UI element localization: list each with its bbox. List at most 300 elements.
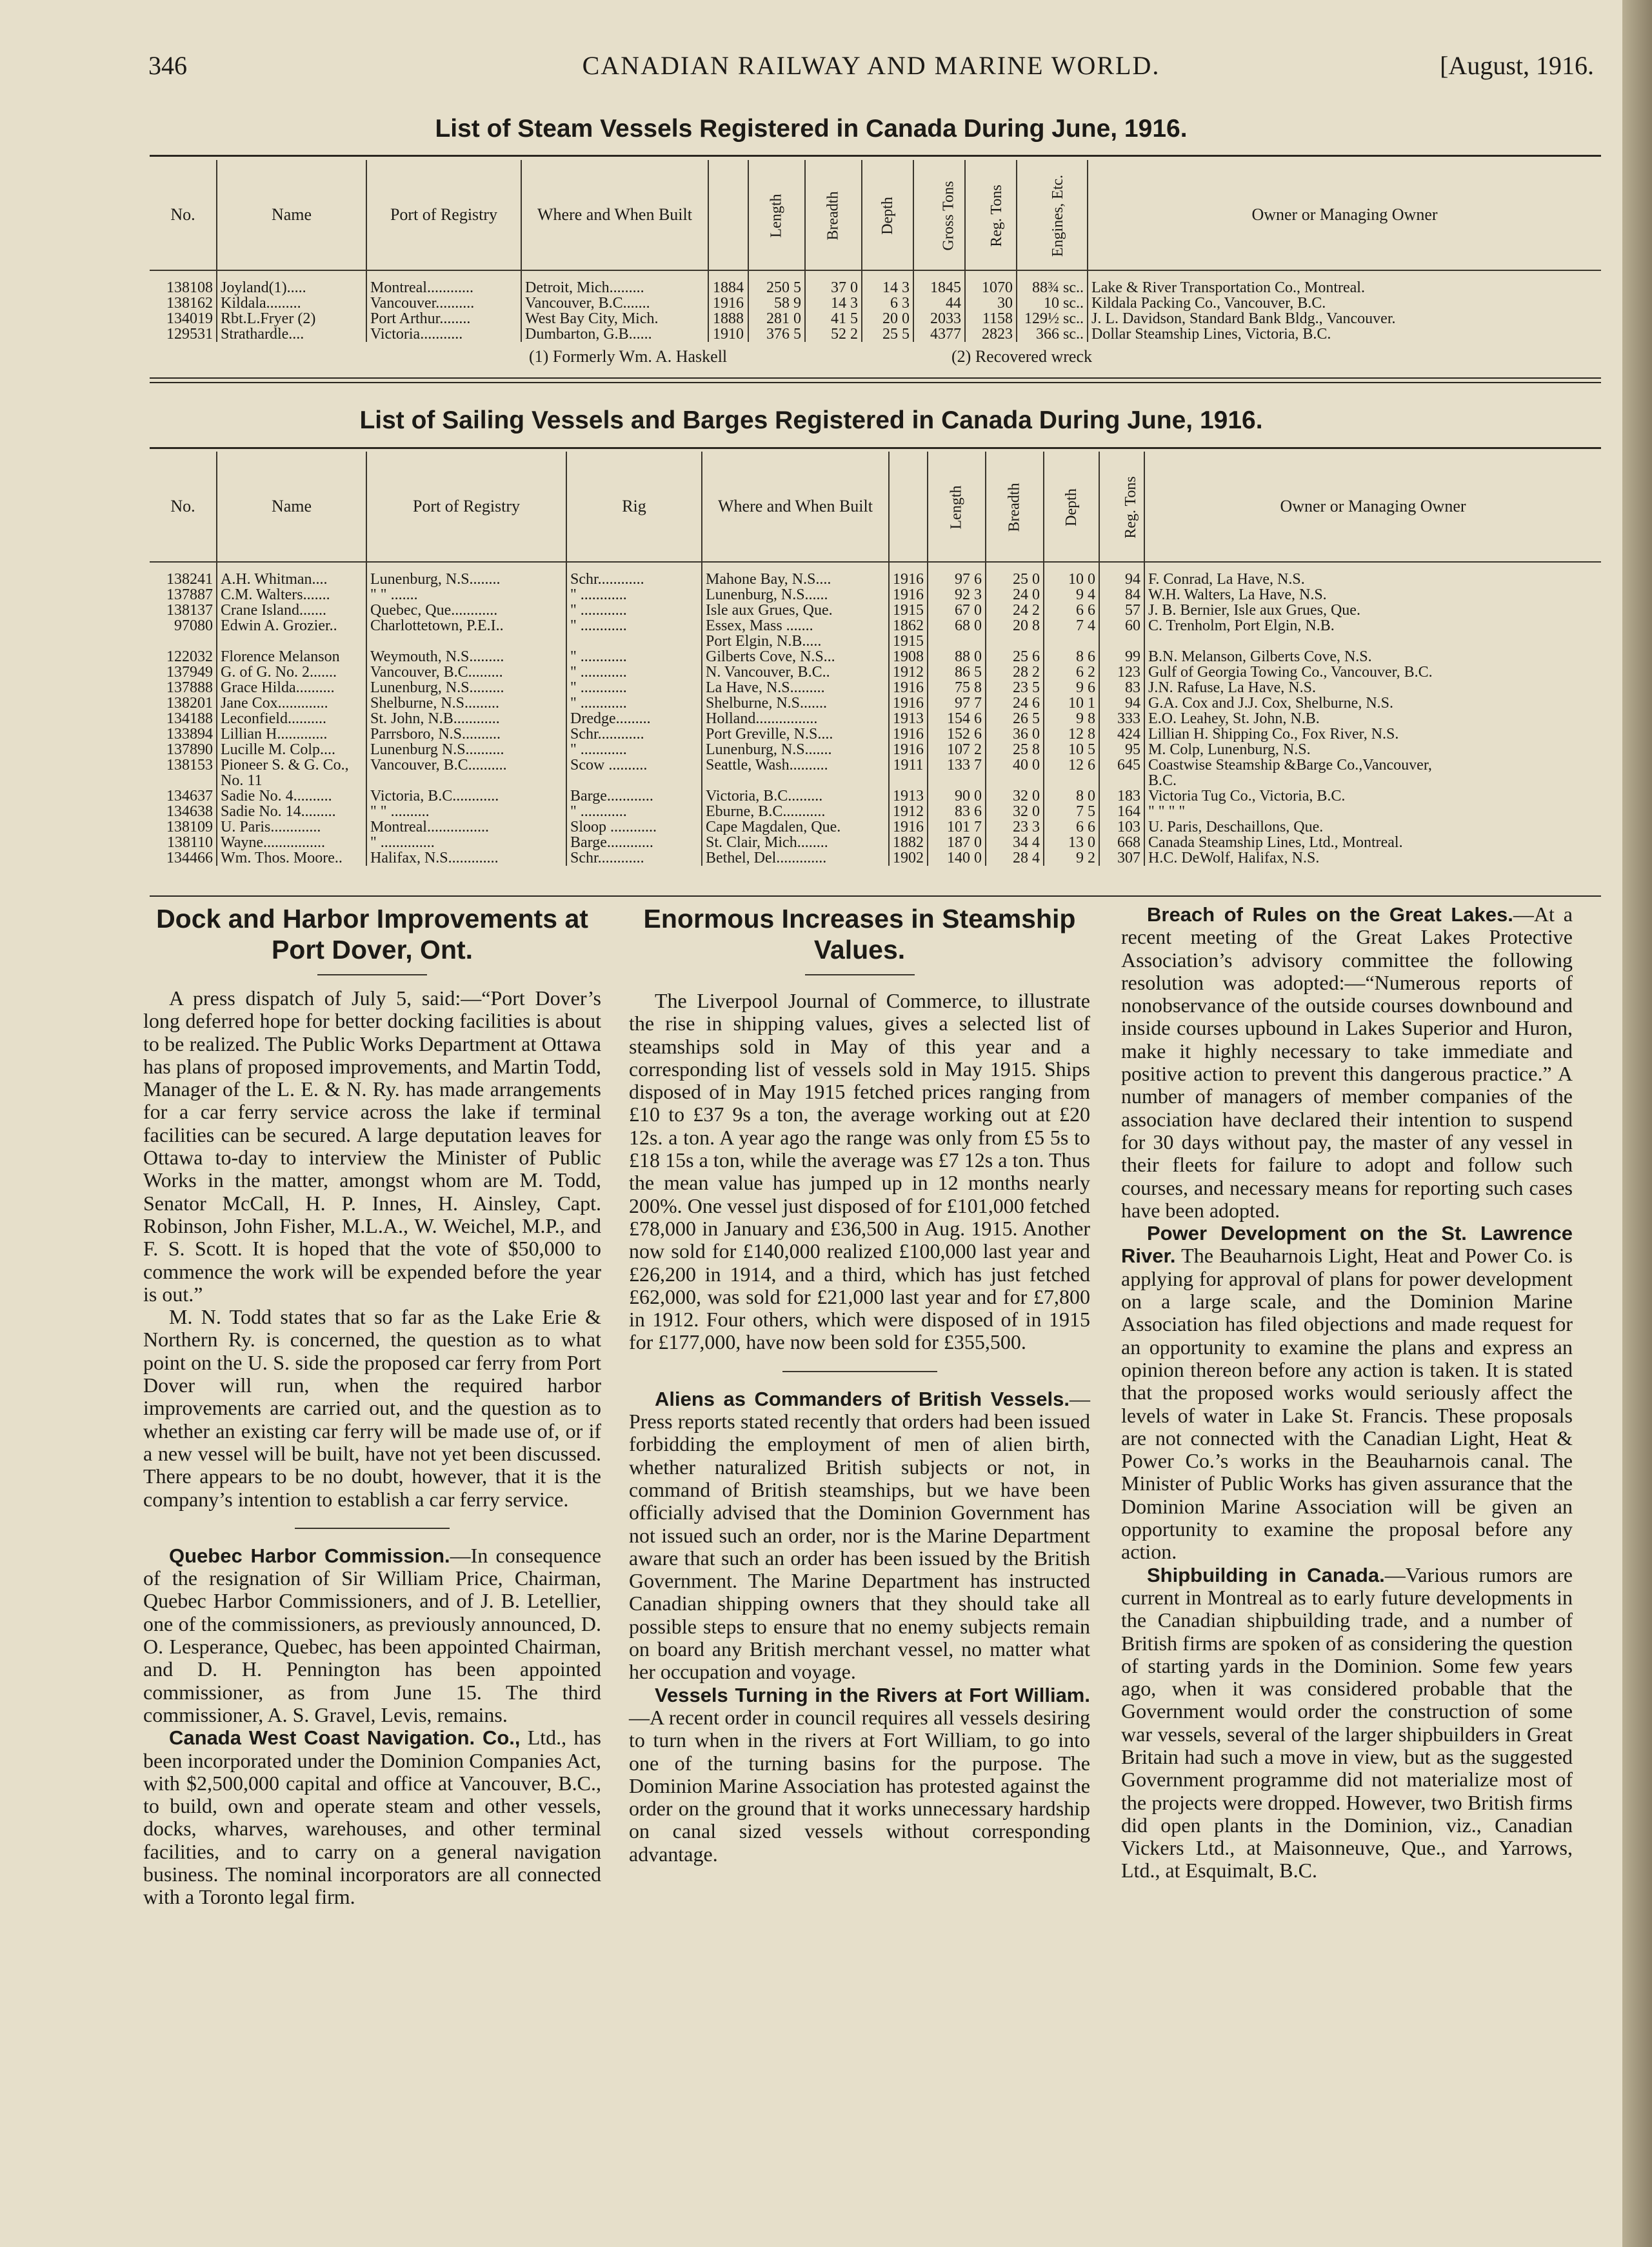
table-cell: 36 0: [986, 726, 1044, 742]
column-header: Name: [217, 160, 366, 270]
table-cell: [986, 634, 1044, 649]
table-cell: " ............: [566, 664, 702, 680]
table-cell: 94: [1099, 562, 1144, 587]
heading-rule: [805, 974, 915, 975]
table-cell: " ............: [566, 603, 702, 618]
run-in-heading: Vessels Turning in the Rivers at Fort William.: [655, 1683, 1090, 1706]
table-cell: 24 6: [986, 695, 1044, 711]
table-cell: " " " ": [1148, 804, 1186, 819]
table-cell: 28 4: [986, 850, 1044, 866]
table-cell: Weymouth, N.S.........: [366, 649, 566, 664]
table-cell: " ............: [566, 587, 702, 603]
table-cell: [1144, 634, 1601, 649]
table-cell: J. B. Bernier, Isle aux Grues, Que.: [1148, 603, 1360, 618]
table-cell: 20 0: [862, 311, 913, 326]
table-cell: 154 6: [928, 711, 986, 726]
table-cell: 2033: [913, 311, 965, 326]
table-cell: Mahone Bay, N.S....: [702, 562, 889, 587]
table-cell: 140 0: [928, 850, 986, 866]
table-cell: Edwin A. Grozier..: [217, 618, 366, 634]
table-cell: 1916: [708, 295, 748, 311]
table-cell: A.H. Whitman....: [217, 562, 366, 587]
table-row: [150, 270, 1601, 295]
table-cell: 138110: [150, 835, 217, 850]
table-cell: 6 3: [862, 295, 913, 311]
table-cell: 37 0: [805, 270, 862, 295]
table-cell: 25 8: [986, 742, 1044, 757]
table-cell: 83: [1099, 680, 1144, 695]
table-cell: Coastwise Steamship &Barge Co.,Vancouver,: [1148, 757, 1432, 773]
table-cell: 333: [1099, 711, 1144, 726]
table-cell: [1044, 773, 1099, 788]
table-cell: " ..............: [366, 835, 566, 850]
column-header: No.: [150, 160, 217, 270]
table-row: [150, 603, 1601, 618]
paragraph-text: —Press reports stated recently that orders had been issued forbidding the employment of men of alien birth, whether naturalized British subjects or not, in command of British steamships, but we have been officially advised that the Dominion Government has not issued such an order, nor is the Marine Department aware that such an order has been issued by the British Government. The Marine Department has instructed Canadian shipping owners that they should take all possible steps to ensure that no enemy subjects remain on board any British merchant vessel, no matter what her occupation and voyage.: [629, 1386, 1090, 1684]
table-cell: 10 sc..: [1017, 295, 1088, 311]
table-cell: Montreal................: [366, 819, 566, 835]
paragraph-text: —In consequence of the resignation of Sir William Price, Chairman, Quebec Harbor Commissioners, and of J. B. Letellier, one of the commissioners, as previously announced, D. O. Lesperance, Quebec, has been appointed Chairman, and D. H. Pennington has been appointed commissioner, as from June 15. The third commissioner, A. S. Gravel, Levis, remains.: [143, 1543, 601, 1726]
table-cell: 25 6: [986, 649, 1044, 664]
table-cell: 24 2: [986, 603, 1044, 618]
table-cell: 1916: [889, 680, 928, 695]
column-header: Port of Registry: [366, 160, 521, 270]
table-cell: Canada Steamship Lines, Ltd., Montreal.: [1148, 835, 1403, 850]
table-cell: " ............: [566, 742, 702, 757]
table-cell: [1099, 773, 1144, 788]
table-cell: Sadie No. 4..........: [217, 788, 366, 804]
column-header: Owner or Managing Owner: [1144, 452, 1601, 562]
table-cell: [1044, 634, 1099, 649]
table-cell: 44: [913, 295, 965, 311]
table-cell: Jane Cox.............: [217, 695, 366, 711]
table-cell: Holland................: [702, 711, 889, 726]
table-cell: Sadie No. 14.........: [217, 804, 366, 819]
run-in-heading: Power Development on the St. Lawrence River.: [1121, 1222, 1573, 1268]
table-cell: E.O. Leahey, St. John, N.B.: [1148, 711, 1320, 726]
table-cell: [150, 773, 217, 788]
table-row: [150, 742, 1601, 757]
table-cell: 9 4: [1044, 587, 1099, 603]
table-cell: Bethel, Del.............: [702, 850, 889, 866]
table-cell: U. Paris.............: [217, 819, 366, 835]
article-paragraph: [1121, 1222, 1573, 1563]
article-heading-port-dover: Dock and Harbor Improvements at Port Dover, Ont.: [156, 904, 588, 964]
table-cell: 34 4: [986, 835, 1044, 850]
table-cell: Barge............: [566, 788, 702, 804]
table-cell: Lunenburg, N.S........: [366, 562, 566, 587]
table-cell: B.C.: [1148, 773, 1177, 788]
page-number: 346: [148, 51, 187, 80]
table-cell: Isle aux Grues, Que.: [702, 603, 889, 618]
article-paragraph: [1121, 1564, 1573, 1882]
table-cell: 138109: [150, 819, 217, 835]
table-cell: 183: [1099, 788, 1144, 804]
table-cell: 67 0: [928, 603, 986, 618]
table-cell: 137887: [150, 587, 217, 603]
table-row: [150, 295, 1601, 311]
table-cell: Eburne, B.C...........: [702, 804, 889, 819]
table-cell: 99: [1099, 649, 1144, 664]
table-cell: Port Elgin, N.B.....: [702, 634, 889, 649]
table-cell: 7 4: [1044, 618, 1099, 634]
table-cell: 84: [1099, 587, 1144, 603]
table-cell: 2823: [965, 326, 1017, 342]
separator-rule: [295, 1528, 450, 1529]
table-row: [150, 326, 1601, 342]
table-cell: 1916: [889, 562, 928, 587]
table-cell: 97080: [150, 618, 217, 634]
table-cell: Barge............: [566, 835, 702, 850]
table-cell: 250 5: [748, 270, 805, 295]
article-paragraph: M. N. Todd states that so far as the Lake Erie & Northern Ry. is concerned, the question as to what point on the U. S. side the proposed car ferry from Port Dover will run, when the required harbor improvements are carried out, and the question as to whether an existing car ferry will be made use of, or if a new vessel will be built, have not yet been discussed. There appears to be no doubt, however, that it is the company’s intention to establish a car ferry service.: [143, 1305, 601, 1511]
sailing-table-title: List of Sailing Vessels and Barges Registered in Canada During June, 1916.: [359, 406, 1263, 434]
table-cell: 6 6: [1044, 819, 1099, 835]
table-row: [150, 726, 1601, 742]
column-header: Engines, Etc.: [1017, 160, 1088, 270]
table-cell: N. Vancouver, B.C..: [702, 664, 889, 680]
table-cell: Grace Hilda..........: [217, 680, 366, 695]
table-cell: 83 6: [928, 804, 986, 819]
separator-rule: [782, 1371, 937, 1372]
table-cell: 12 8: [1044, 726, 1099, 742]
column-header: Gross Tons: [913, 160, 965, 270]
table-cell: Dollar Steamship Lines, Victoria, B.C.: [1091, 326, 1331, 342]
table-cell: 60: [1099, 618, 1144, 634]
table-cell: Wm. Thos. Moore..: [217, 850, 366, 866]
table-cell: " ............: [566, 649, 702, 664]
table-cell: Shelburne, N.S.........: [366, 695, 566, 711]
column-header: Where and When Built: [521, 160, 708, 270]
table-cell: Lunenburg N.S..........: [366, 742, 566, 757]
table-cell: 164: [1099, 804, 1144, 819]
table-cell: 138241: [150, 562, 217, 587]
table-cell: G.A. Cox and J.J. Cox, Shelburne, N.S.: [1148, 695, 1394, 711]
table-cell: 1915: [889, 603, 928, 618]
table-cell: 30: [965, 295, 1017, 311]
table-cell: Detroit, Mich.........: [521, 270, 708, 295]
table-cell: [702, 773, 889, 788]
steam-footnote-2: (2) Recovered wreck: [951, 347, 1092, 366]
table-cell: 14 3: [805, 295, 862, 311]
table-cell: 1882: [889, 835, 928, 850]
table-cell: Gulf of Georgia Towing Co., Vancouver, B.C.: [1148, 664, 1433, 680]
run-in-heading: Breach of Rules on the Great Lakes.: [1147, 903, 1513, 926]
table-cell: 1884: [708, 270, 748, 295]
table-cell: Dumbarton, G.B......: [521, 326, 708, 342]
table-cell: Seattle, Wash..........: [702, 757, 889, 773]
table-cell: Pioneer S. & G. Co.,: [217, 757, 366, 773]
table-cell: 25 5: [862, 326, 913, 342]
table-cell: C. Trenholm, Port Elgin, N.B.: [1148, 618, 1335, 634]
table-cell: 88¾ sc..: [1017, 270, 1088, 295]
table-cell: Schr............: [566, 850, 702, 866]
table-cell: Scow ..........: [566, 757, 702, 773]
column-header: No.: [150, 452, 217, 562]
table-cell: " " ..........: [366, 804, 566, 819]
article-paragraph: [629, 1388, 1090, 1684]
table-cell: [366, 634, 566, 649]
table-cell: Strathardle....: [217, 326, 366, 342]
table-cell: 95: [1099, 742, 1144, 757]
table-cell: 97 6: [928, 562, 986, 587]
table-cell: St. John, N.B............: [366, 711, 566, 726]
table-cell: 24 0: [986, 587, 1044, 603]
table-cell: 86 5: [928, 664, 986, 680]
column-2: [629, 903, 1090, 1866]
table-cell: 90 0: [928, 788, 986, 804]
table-cell: Victoria Tug Co., Victoria, B.C.: [1148, 788, 1346, 804]
table-cell: F. Conrad, La Have, N.S.: [1148, 571, 1305, 587]
table-cell: Charlottetown, P.E.I..: [366, 618, 566, 634]
table-cell: 41 5: [805, 311, 862, 326]
table-cell: 8 0: [1044, 788, 1099, 804]
table-row: [150, 757, 1601, 773]
table-cell: 645: [1099, 757, 1144, 773]
table-cell: Halifax, N.S.............: [366, 850, 566, 866]
table-cell: 1912: [889, 804, 928, 819]
table-cell: Gilberts Cove, N.S...: [702, 649, 889, 664]
column-header: Name: [217, 452, 366, 562]
table-cell: 23 5: [986, 680, 1044, 695]
table-cell: 1888: [708, 311, 748, 326]
table-cell: Sloop ............: [566, 819, 702, 835]
column-3: [1121, 903, 1573, 1882]
table-cell: 1070: [965, 270, 1017, 295]
table-cell: G. of G. No. 2.......: [217, 664, 366, 680]
table-cell: Lake & River Transportation Co., Montreal.: [1091, 279, 1365, 295]
table-cell: 133 7: [928, 757, 986, 773]
table-cell: 366 sc..: [1017, 326, 1088, 342]
column-header: Length: [748, 160, 805, 270]
table-cell: No. 11: [217, 773, 366, 788]
table-cell: Quebec, Que............: [366, 603, 566, 618]
table-cell: 668: [1099, 835, 1144, 850]
table-cell: 52 2: [805, 326, 862, 342]
table-cell: 138162: [150, 295, 217, 311]
table-cell: B.N. Melanson, Gilberts Cove, N.S.: [1148, 649, 1372, 664]
table-cell: 138137: [150, 603, 217, 618]
table-cell: La Have, N.S.........: [702, 680, 889, 695]
table-cell: 1911: [889, 757, 928, 773]
table-row: [150, 562, 1601, 587]
table-cell: [566, 773, 702, 788]
column-header: Port of Registry: [366, 452, 566, 562]
column-header: Owner or Managing Owner: [1088, 160, 1601, 270]
table-cell: Wayne................: [217, 835, 366, 850]
table-cell: Crane Island.......: [217, 603, 366, 618]
table-cell: 68 0: [928, 618, 986, 634]
table-cell: 1158: [965, 311, 1017, 326]
table-cell: 122032: [150, 649, 217, 664]
table-cell: Parrsboro, N.S..........: [366, 726, 566, 742]
table-cell: " ............: [566, 804, 702, 819]
table-cell: West Bay City, Mich.: [521, 311, 708, 326]
table-cell: 424: [1099, 726, 1144, 742]
table-cell: 1916: [889, 819, 928, 835]
table-cell: C.M. Walters.......: [217, 587, 366, 603]
table-cell: Lunenburg, N.S......: [702, 587, 889, 603]
table-cell: 129½ sc..: [1017, 311, 1088, 326]
table-cell: 9 8: [1044, 711, 1099, 726]
table-cell: 1913: [889, 788, 928, 804]
table-cell: 133894: [150, 726, 217, 742]
table-row: [150, 773, 1601, 788]
journal-title: CANADIAN RAILWAY AND MARINE WORLD.: [582, 51, 1160, 80]
table-cell: [986, 773, 1044, 788]
table-cell: 103: [1099, 819, 1144, 835]
table-cell: 1913: [889, 711, 928, 726]
table-row: [150, 664, 1601, 680]
table-cell: [566, 634, 702, 649]
table-cell: Schr............: [566, 562, 702, 587]
table-cell: 152 6: [928, 726, 986, 742]
table-cell: 75 8: [928, 680, 986, 695]
table-cell: 134637: [150, 788, 217, 804]
table-cell: 138201: [150, 695, 217, 711]
table-cell: W.H. Walters, La Have, N.S.: [1148, 587, 1327, 603]
table-cell: 14 3: [862, 270, 913, 295]
table-cell: 134188: [150, 711, 217, 726]
table-cell: 129531: [150, 326, 217, 342]
table-cell: Vancouver, B.C.......: [521, 295, 708, 311]
steam-footnote-1: (1) Formerly Wm. A. Haskell: [529, 347, 728, 366]
table-cell: [366, 773, 566, 788]
table-row: [150, 618, 1601, 634]
article-paragraph: A press dispatch of July 5, said:—“Port Dover’s long deferred hope for better docking facilities is about to be realized. The Public Works Department at Ottawa has plans of proposed improvements, and Martin Todd, Manager of the L. E. & N. Ry. has made arrangements for a car ferry service across the lake if terminal facilities can be secured. A large deputation leaves for Ottawa to-day to interview the Minister of Public Works in the matter, amongst whom are M. Todd, Senator McCall, H. P. Innes, H. Ainsley, Capt. Robinson, John Fisher, M.L.A., W. Weichel, M.P., and F. S. Scott. It is hoped that the vote of $50,000 to commence the work will be expended before the year is out.”: [143, 986, 601, 1306]
table-cell: [889, 773, 928, 788]
table-cell: 138108: [150, 270, 217, 295]
table-cell: 88 0: [928, 649, 986, 664]
table-row: [150, 711, 1601, 726]
table-cell: Shelburne, N.S.......: [702, 695, 889, 711]
table-row: [150, 850, 1601, 866]
table-cell: M. Colp, Lunenburg, N.S.: [1148, 742, 1311, 757]
table-row: [150, 804, 1601, 819]
table-cell: 138153: [150, 757, 217, 773]
table-cell: Cape Magdalen, Que.: [702, 819, 889, 835]
article-paragraph: The Liverpool Journal of Commerce, to illustrate the rise in shipping values, gives a selected list of steamships sold in May of this year and a corresponding list of vessels sold in May 1915. Ships disposed of in May 1915 fetched prices ranging from £10 to £37 9s a ton, the average working out at £20 12s. a ton. A year ago the range was only from £5 5s to £18 15s a ton, while the average was £7 12s a ton. Thus the mean value has jumped up in 12 months nearly 200%. One vessel just disposed of for £101,000 fetched £78,000 in January and £36,500 in Aug. 1915. Another now sold for £140,000 realized £100,000 last year and £26,200 in 1914, and a third, which has just fetched £62,000, was sold for £21,000 last year and for £7,800 in 1912. Four others, which were disposed of in 1915 for £177,000, have now been sold for £355,500.: [629, 989, 1090, 1354]
table-row: [150, 788, 1601, 804]
table-cell: 137949: [150, 664, 217, 680]
table-cell: Joyland(1).....: [217, 270, 366, 295]
table-row: [150, 649, 1601, 664]
table-cell: 1916: [889, 742, 928, 757]
table-cell: [217, 634, 366, 649]
table-cell: U. Paris, Deschaillons, Que.: [1148, 819, 1324, 835]
table-cell: " ............: [566, 680, 702, 695]
column-header: Rig: [566, 452, 702, 562]
table-cell: 20 8: [986, 618, 1044, 634]
table-cell: 123: [1099, 664, 1144, 680]
table-cell: 1862: [889, 618, 928, 634]
table-cell: " ............: [566, 618, 702, 634]
sailing-top-rule: [150, 447, 1601, 449]
table-cell: 187 0: [928, 835, 986, 850]
table-cell: 376 5: [748, 326, 805, 342]
table-cell: Essex, Mass .......: [702, 618, 889, 634]
table-cell: 1916: [889, 726, 928, 742]
table-cell: 6 2: [1044, 664, 1099, 680]
run-in-heading: Shipbuilding in Canada.: [1147, 1563, 1385, 1586]
steam-table-title: List of Steam Vessels Registered in Canada During June, 1916.: [435, 115, 1188, 143]
table-cell: Lillian H.............: [217, 726, 366, 742]
table-row: [150, 819, 1601, 835]
table-cell: 1910: [708, 326, 748, 342]
table-row: [150, 680, 1601, 695]
table-cell: 4377: [913, 326, 965, 342]
table-cell: J. L. Davidson, Standard Bank Bldg., Vancouver.: [1091, 311, 1396, 326]
table-cell: " ............: [566, 695, 702, 711]
paragraph-text: Ltd., has been incorporated under the Dominion Companies Act, with $2,500,000 capital and office at Vancouver, B.C., to build, own and operate steam and other vessels, docks, wharves, warehouses, and other terminal facilities, and to carry on a general navigation business. The nominal incorporators are all connected with a Toronto legal firm.: [143, 1726, 601, 1909]
table-cell: Port Arthur........: [366, 311, 521, 326]
table-cell: Vancouver, B.C.........: [366, 664, 566, 680]
table-cell: 1912: [889, 664, 928, 680]
table-cell: 307: [1099, 850, 1144, 866]
issue-date: [August, 1916.: [1440, 51, 1594, 80]
article-heading-steamship-values: Enormous Increases in Steamship Values.: [643, 904, 1076, 964]
table-cell: [928, 634, 986, 649]
table-cell: 6 6: [1044, 603, 1099, 618]
table-cell: Kildala.........: [217, 295, 366, 311]
table-cell: 101 7: [928, 819, 986, 835]
table-cell: 137888: [150, 680, 217, 695]
heading-rule: [317, 974, 427, 975]
column-header: Reg. Tons: [1099, 452, 1144, 562]
table-cell: 25 0: [986, 562, 1044, 587]
table-row: [150, 587, 1601, 603]
table-cell: 32 0: [986, 788, 1044, 804]
article-paragraph: [143, 1544, 601, 1726]
column-header: [889, 452, 928, 562]
table-cell: 10 0: [1044, 562, 1099, 587]
steam-vessels-table: [150, 160, 1601, 342]
column-header: [708, 160, 748, 270]
run-in-heading: Aliens as Commanders of British Vessels.: [655, 1387, 1070, 1410]
column-header: Depth: [1044, 452, 1099, 562]
table-cell: " " .......: [366, 587, 566, 603]
table-cell: 10 1: [1044, 695, 1099, 711]
table-cell: 7 5: [1044, 804, 1099, 819]
sailing-vessels-table: [150, 452, 1601, 866]
table-cell: Victoria...........: [366, 326, 521, 342]
table-cell: 1916: [889, 695, 928, 711]
table-cell: 12 6: [1044, 757, 1099, 773]
table-cell: 134466: [150, 850, 217, 866]
table-cell: Leconfield..........: [217, 711, 366, 726]
table-cell: 10 5: [1044, 742, 1099, 757]
article-paragraph: [629, 1684, 1090, 1866]
table-cell: Lunenburg, N.S.......: [702, 742, 889, 757]
table-cell: Schr............: [566, 726, 702, 742]
table-cell: Lucille M. Colp....: [217, 742, 366, 757]
table-cell: 26 5: [986, 711, 1044, 726]
table-cell: Dredge.........: [566, 711, 702, 726]
table-cell: 134638: [150, 804, 217, 819]
table-cell: 1916: [889, 587, 928, 603]
table-cell: 9 6: [1044, 680, 1099, 695]
column-header: Breadth: [805, 160, 862, 270]
table-cell: Kildala Packing Co., Vancouver, B.C.: [1091, 295, 1326, 311]
paragraph-text: —A recent order in council requires all vessels desiring to turn when in the rivers at Fort William, to go into one of the turning basins for the purpose. The Dominion Marine Association has protested against the order on the ground that it works unnecessary hardship on canal sized vessels without corresponding advantage.: [629, 1705, 1090, 1866]
running-header: [148, 50, 1594, 89]
columns-top-rule: [150, 895, 1601, 897]
table-cell: 92 3: [928, 587, 986, 603]
table-cell: 1915: [889, 634, 928, 649]
table-cell: 134019: [150, 311, 217, 326]
table-cell: 13 0: [1044, 835, 1099, 850]
table-cell: 28 2: [986, 664, 1044, 680]
